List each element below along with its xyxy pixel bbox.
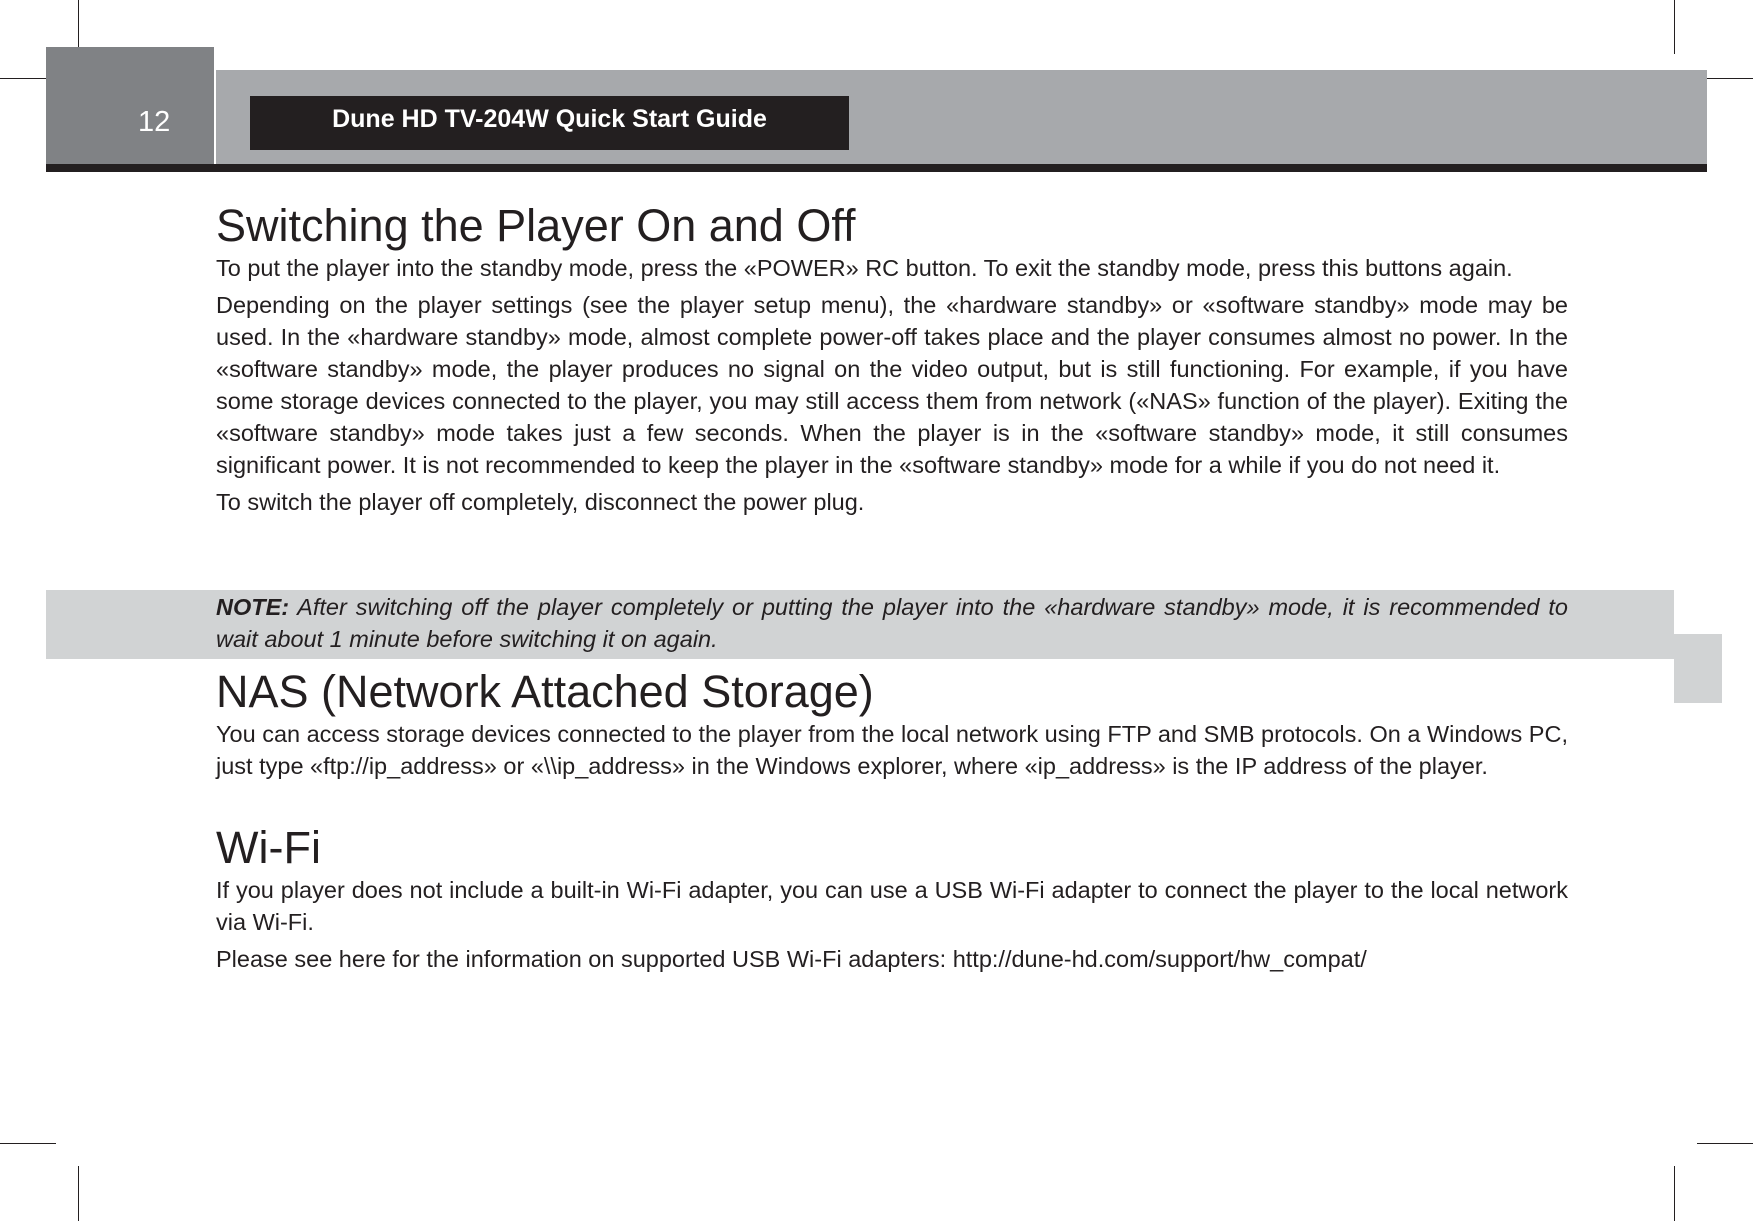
section-nas [216,666,1568,782]
note [216,591,1568,655]
crop-mark [78,1166,79,1221]
section-power [216,200,1568,518]
header-rule [46,164,1707,172]
note-label: NOTE: [216,594,290,620]
section-heading: Wi-Fi [216,822,321,873]
crop-mark [78,0,79,54]
section-heading: NAS (Network Attached Storage) [216,666,874,717]
paragraph: To switch the player off completely, disconnect the power plug. [216,489,865,515]
section-heading: Switching the Player On and Off [216,200,856,251]
paragraph: Depending on the player settings (see the player setup menu), the «hardware standby» or «software standby» mode may be used. In the «hardware standby» mode, almost complete power-off takes place and the player consumes almost no power. In the «software standby» mode, the player produces no signal on the video output, but is still functioning. For example, if you have some storage devices connected to the player, you may still access them from network («NAS» function of the player). Exiting the «software standby» mode takes just a few seconds. When the player is in the «software standby» mode, it still consumes significant power. It is not recommended to keep the player in the «software standby» mode for a while if you do not need it. [216,292,1568,478]
section-wifi [216,822,1568,975]
crop-mark [0,1143,56,1144]
crop-mark [1674,1166,1675,1221]
note-text: After switching off the player completely or putting the player into the «hardware standby» mode, it is recommended to wait about 1 minute before switching it on again. [216,594,1568,652]
guide-title: Dune HD TV-204W Quick Start Guide [250,96,849,150]
header-divider [214,47,216,166]
page-number-box [46,47,216,166]
paragraph: To put the player into the standby mode, press the «POWER» RC button. To exit the standby mode, press this buttons again. [216,255,1513,281]
paragraph: You can access storage devices connected to the player from the local network using FTP and SMB protocols. On a Windows PC, just type «ftp://ip_address» or «\\ip_address» in the Windows explorer, where «ip_address» is the IP address of the player. [216,721,1568,779]
paragraph: If you player does not include a built-in Wi-Fi adapter, you can use a USB Wi-Fi adapter to connect the player to the local network via Wi-Fi. [216,877,1568,935]
crop-mark [1674,0,1675,54]
side-tab [1674,634,1722,703]
paragraph: Please see here for the information on supported USB Wi-Fi adapters: http://dune-hd.com/support/hw_compat/ [216,946,1367,972]
crop-mark [1697,1143,1753,1144]
page-number: 12 [138,106,171,138]
